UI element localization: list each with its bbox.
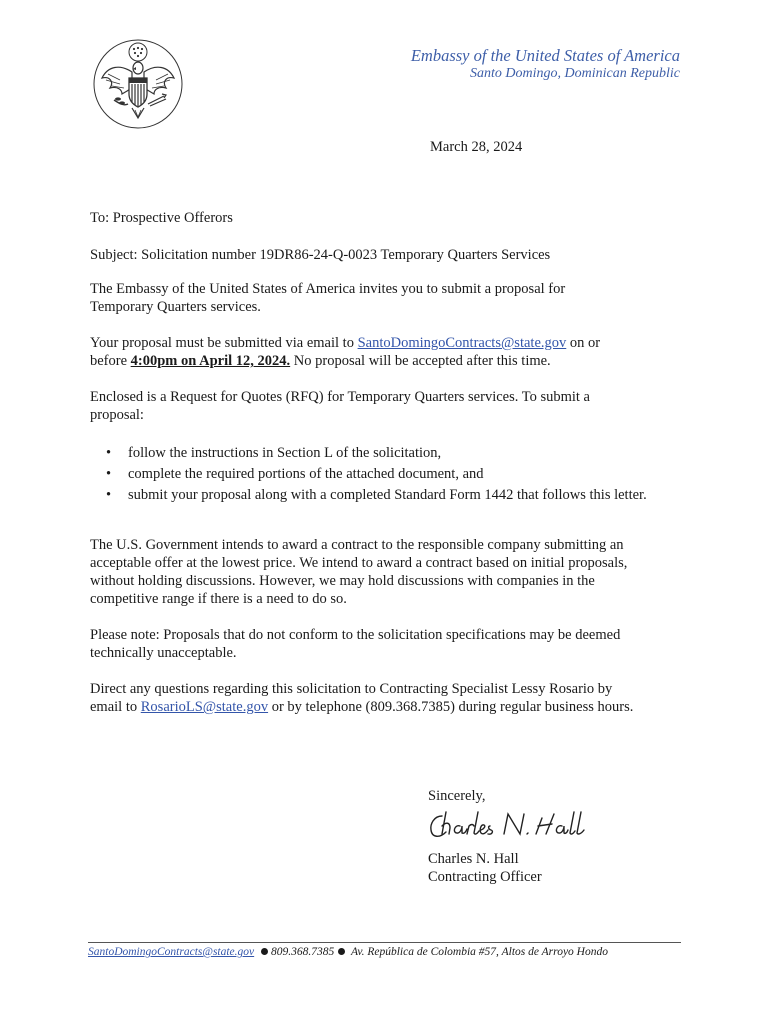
embassy-name: Embassy of the United States of America	[410, 46, 680, 65]
signer-block	[428, 850, 542, 886]
bullet-separator-icon	[261, 948, 268, 955]
to-line: To: Prospective Offerors	[90, 210, 233, 226]
paragraph-line: technically unacceptable.	[90, 645, 237, 661]
signature-image	[428, 808, 588, 844]
text-fragment: email to	[90, 699, 141, 715]
paragraph-line	[90, 352, 690, 370]
paragraph-line: Temporary Quarters services.	[90, 299, 261, 315]
paragraph-invite	[90, 280, 690, 316]
deadline-text: 4:00pm on April 12, 2024.	[130, 353, 291, 369]
footer-email-link[interactable]: SantoDomingoContracts@state.gov	[88, 946, 255, 958]
paragraph-award	[90, 536, 690, 608]
text-fragment: Your proposal must be submitted via email to	[90, 335, 358, 351]
closing-salutation: Sincerely,	[428, 788, 486, 804]
instructions-list	[90, 444, 690, 507]
paragraph-note	[90, 626, 690, 662]
paragraph-line: competitive range if there is a need to do so.	[90, 591, 347, 607]
paragraph-submission	[90, 334, 690, 370]
embassy-seal-icon	[92, 38, 184, 130]
paragraph-line: without holding discussions. However, we may hold discussions with companies in the	[90, 573, 595, 589]
text-fragment: before	[90, 353, 131, 369]
text-fragment: on or	[566, 335, 601, 351]
footer	[88, 946, 608, 958]
text-fragment: or by telephone (809.368.7385) during regular business hours.	[268, 699, 634, 715]
text-fragment: No proposal will be accepted after this time.	[290, 353, 551, 369]
contracts-email-link[interactable]: SantoDomingoContracts@state.gov	[357, 335, 567, 351]
footer-phone: 809.368.7385	[271, 946, 335, 958]
paragraph-questions	[90, 680, 690, 716]
paragraph-line: Direct any questions regarding this solicitation to Contracting Specialist Lessy Rosario by	[90, 681, 613, 697]
footer-divider	[88, 942, 681, 943]
signer-name: Charles N. Hall	[428, 851, 519, 867]
footer-address: Av. República de Colombia #57, Altos de Arroyo Hondo	[350, 946, 608, 958]
paragraph-line: The Embassy of the United States of America invites you to submit a proposal for	[90, 281, 566, 297]
list-item: • submit your proposal along with a completed Standard Form 1442 that follows this letter.	[90, 486, 690, 507]
paragraph-line: proposal:	[90, 407, 144, 423]
bullet-separator-icon	[338, 948, 345, 955]
letter-date: March 28, 2024	[430, 139, 523, 155]
paragraph-line: acceptable offer at the lowest price. We intend to award a contract based on initial proposals,	[90, 555, 628, 571]
paragraph-line	[90, 334, 690, 352]
embassy-city: Santo Domingo, Dominican Republic	[470, 66, 680, 81]
signer-title: Contracting Officer	[428, 869, 542, 885]
paragraph-line	[90, 698, 690, 716]
paragraph-line: Enclosed is a Request for Quotes (RFQ) for Temporary Quarters services. To submit a	[90, 389, 590, 405]
paragraph-enclosed	[90, 388, 690, 424]
specialist-email-link[interactable]: RosarioLS@state.gov	[140, 699, 269, 715]
paragraph-line: Please note: Proposals that do not conform to the solicitation specifications may be deemed	[90, 627, 621, 643]
list-item: • follow the instructions in Section L of the solicitation,	[90, 444, 690, 465]
paragraph-line: The U.S. Government intends to award a contract to the responsible company submitting an	[90, 537, 624, 553]
subject-line: Subject: Solicitation number 19DR86-24-Q-0023 Temporary Quarters Services	[90, 247, 551, 263]
list-item: • complete the required portions of the attached document, and	[90, 465, 690, 486]
